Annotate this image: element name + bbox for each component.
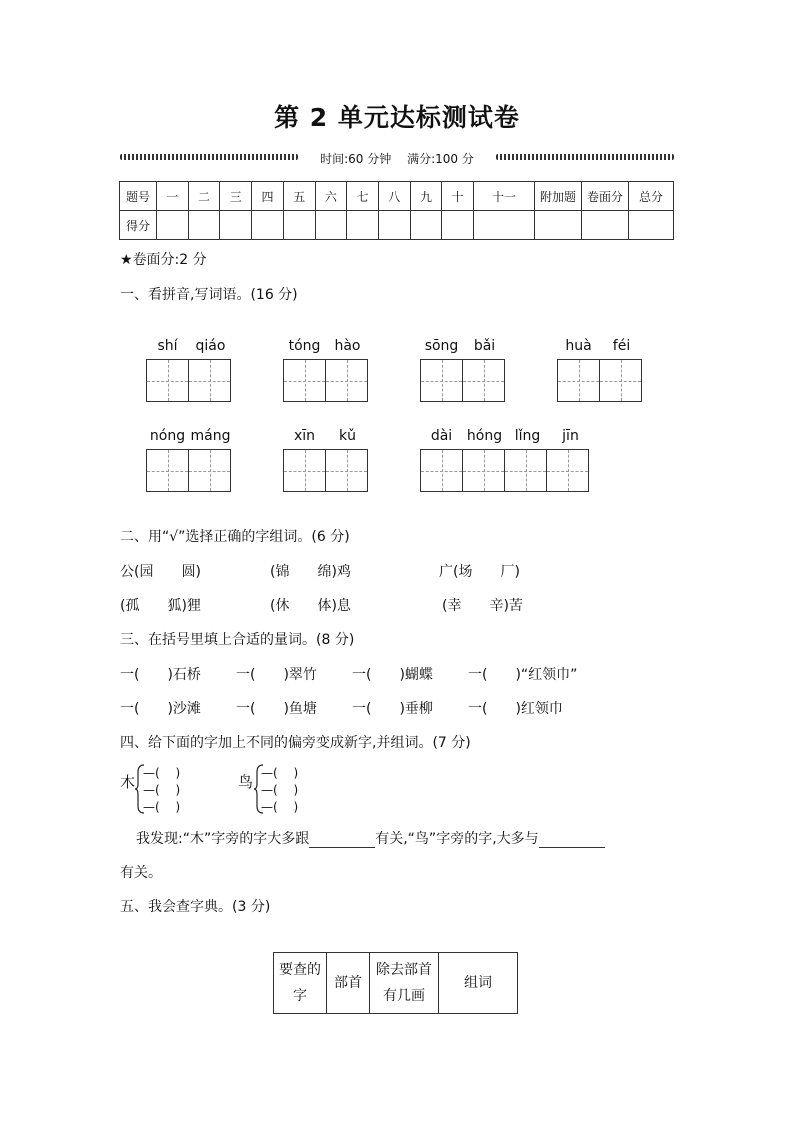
q3-blank[interactable]: 一( )沙滩 bbox=[120, 701, 201, 717]
exam-meta bbox=[120, 150, 674, 170]
score-header-cell: 二 bbox=[188, 182, 220, 211]
q2-option[interactable]: 公(园 圆) bbox=[120, 564, 201, 580]
q2-option[interactable]: 广(场 厂) bbox=[439, 564, 520, 580]
q3-blank[interactable]: 一( )石桥 bbox=[120, 667, 201, 683]
q3-blank[interactable]: 一( )红领巾 bbox=[468, 701, 563, 717]
discovery-text: 我发现:“木”字旁的字大多跟 bbox=[136, 831, 310, 847]
pinyin: hào bbox=[334, 338, 361, 354]
discovery-text: 有关,“鸟”字旁的字,大多与 bbox=[375, 831, 539, 847]
base-character: 木 bbox=[120, 773, 136, 791]
pinyin: nóng bbox=[149, 428, 186, 444]
writing-grid[interactable] bbox=[146, 359, 231, 402]
radical-slot[interactable]: —( ) bbox=[261, 800, 299, 814]
pinyin: hóng bbox=[466, 428, 503, 444]
radical-slot[interactable]: —( ) bbox=[261, 783, 299, 797]
pinyin: jīn bbox=[562, 428, 579, 444]
score-input-cell[interactable] bbox=[582, 211, 629, 240]
score-header-cell: 四 bbox=[252, 182, 284, 211]
q3-blank[interactable]: 一( )鱼塘 bbox=[236, 701, 317, 717]
pinyin: tóng bbox=[288, 338, 321, 354]
score-header-cell: 卷面分 bbox=[582, 182, 629, 211]
score-header-cell: 八 bbox=[378, 182, 410, 211]
score-header-cell: 十一 bbox=[474, 182, 535, 211]
score-header-cell: 题号 bbox=[120, 182, 157, 211]
score-header-cell: 六 bbox=[315, 182, 347, 211]
time-limit: 时间:60 分钟 bbox=[320, 152, 392, 166]
radical-slot[interactable]: —( ) bbox=[143, 800, 181, 814]
q4-heading: 四、给下面的字加上不同的偏旁变成新字,并组词。(7 分) bbox=[120, 735, 471, 751]
radical-slot[interactable]: —( ) bbox=[143, 766, 181, 780]
score-input-cell[interactable] bbox=[474, 211, 535, 240]
radical-slot[interactable]: —( ) bbox=[143, 783, 181, 797]
score-input-cell[interactable] bbox=[347, 211, 379, 240]
q2-option[interactable]: (孤 狐)狸 bbox=[120, 598, 201, 614]
score-header-cell: 九 bbox=[410, 182, 442, 211]
score-header-cell: 七 bbox=[347, 182, 379, 211]
q3-heading: 三、在括号里填上合适的量词。(8 分) bbox=[120, 632, 355, 648]
score-header-cell: 附加题 bbox=[535, 182, 582, 211]
score-input-cell[interactable] bbox=[629, 211, 674, 240]
writing-grid[interactable] bbox=[283, 449, 368, 492]
q2-option[interactable]: (幸 辛)苦 bbox=[442, 598, 523, 614]
pinyin: huà bbox=[565, 338, 592, 354]
pinyin: máng bbox=[190, 428, 231, 444]
score-table bbox=[119, 181, 674, 240]
pinyin: lǐng bbox=[514, 428, 541, 444]
discovery-end: 有关。 bbox=[120, 865, 162, 881]
dict-col-radical: 部首 bbox=[327, 953, 370, 1014]
score-input-cell[interactable] bbox=[535, 211, 582, 240]
score-value-row bbox=[120, 211, 674, 240]
writing-grid[interactable] bbox=[146, 449, 231, 492]
q3-blank[interactable]: 一( )垂柳 bbox=[352, 701, 433, 717]
writing-grid[interactable] bbox=[420, 449, 589, 492]
q2-option[interactable]: (锦 绵)鸡 bbox=[270, 564, 351, 580]
score-input-cell[interactable] bbox=[315, 211, 347, 240]
pinyin: féi bbox=[612, 338, 631, 354]
pinyin: shí bbox=[157, 338, 178, 354]
writing-grid[interactable] bbox=[283, 359, 368, 402]
score-header-cell: 三 bbox=[220, 182, 252, 211]
q5-heading: 五、我会查字典。(3 分) bbox=[120, 899, 271, 915]
score-header-cell: 一 bbox=[157, 182, 189, 211]
full-score: 满分:100 分 bbox=[407, 152, 474, 166]
dictionary-table bbox=[273, 952, 518, 1014]
score-input-cell[interactable] bbox=[252, 211, 284, 240]
answer-blank[interactable] bbox=[539, 829, 605, 848]
writing-grid[interactable] bbox=[420, 359, 505, 402]
writing-grid[interactable] bbox=[557, 359, 642, 402]
q2-option[interactable]: (休 体)息 bbox=[270, 598, 351, 614]
pinyin: bǎi bbox=[473, 338, 496, 354]
score-row-label: 得分 bbox=[120, 211, 157, 240]
score-header-cell: 总分 bbox=[629, 182, 674, 211]
score-input-cell[interactable] bbox=[410, 211, 442, 240]
q3-blank[interactable]: 一( )“红领巾” bbox=[468, 667, 578, 683]
score-input-cell[interactable] bbox=[283, 211, 315, 240]
page-title: 第 2 单元达标测试卷 bbox=[274, 103, 520, 132]
score-input-cell[interactable] bbox=[188, 211, 220, 240]
score-input-cell[interactable] bbox=[220, 211, 252, 240]
q1-heading: 一、看拼音,写词语。(16 分) bbox=[120, 287, 298, 303]
dict-col-word: 组词 bbox=[439, 953, 518, 1014]
score-input-cell[interactable] bbox=[378, 211, 410, 240]
base-character: 鸟 bbox=[238, 773, 254, 791]
radical-slot[interactable]: —( ) bbox=[261, 766, 299, 780]
pinyin: qiáo bbox=[195, 338, 226, 354]
pinyin: sōng bbox=[424, 338, 459, 354]
score-input-cell[interactable] bbox=[442, 211, 474, 240]
discovery-sentence bbox=[136, 828, 605, 848]
score-header-cell: 五 bbox=[283, 182, 315, 211]
q3-blank[interactable]: 一( )蝴蝶 bbox=[352, 667, 433, 683]
q3-blank[interactable]: 一( )翠竹 bbox=[236, 667, 317, 683]
q2-heading: 二、用“√”选择正确的字组词。(6 分) bbox=[120, 529, 350, 545]
score-header-cell: 十 bbox=[442, 182, 474, 211]
answer-blank[interactable] bbox=[309, 829, 375, 848]
pinyin: kǔ bbox=[339, 428, 356, 444]
pinyin: xīn bbox=[293, 428, 316, 444]
score-input-cell[interactable] bbox=[157, 211, 189, 240]
decorative-divider-right bbox=[496, 154, 674, 160]
presentation-score-note: ★卷面分:2 分 bbox=[120, 252, 207, 268]
score-header-row bbox=[120, 182, 674, 211]
dict-col-char: 要查的字 bbox=[274, 953, 327, 1014]
pinyin: dài bbox=[430, 428, 453, 444]
dict-col-strokes: 除去部首有几画 bbox=[370, 953, 439, 1014]
